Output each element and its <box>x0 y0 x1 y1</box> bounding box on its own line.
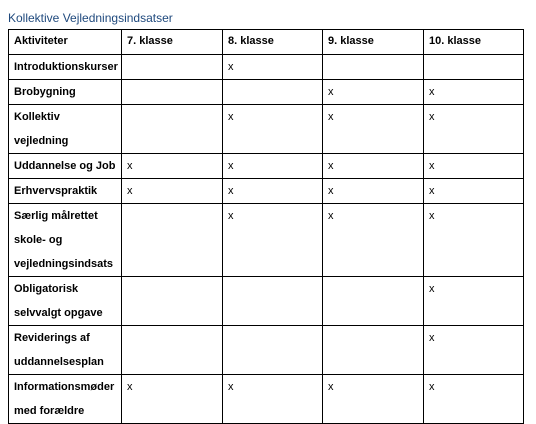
mark-cell <box>223 326 323 375</box>
header-grade-10: 10. klasse <box>424 30 524 55</box>
table-row <box>9 204 524 277</box>
mark-cell: x <box>424 204 524 277</box>
activity-cell: Introduktionskurser <box>9 55 122 80</box>
activity-cell: Uddannelse og Job <box>9 154 122 179</box>
table-row <box>9 80 524 105</box>
table-caption: Kollektive Vejledningsindsatser <box>8 11 173 25</box>
mark-cell: x <box>223 204 323 277</box>
header-grade-8: 8. klasse <box>223 30 323 55</box>
mark-cell <box>122 80 223 105</box>
mark-cell: x <box>223 55 323 80</box>
mark-cell: x <box>323 204 424 277</box>
mark-cell <box>122 326 223 375</box>
mark-cell: x <box>323 105 424 154</box>
header-grade-9: 9. klasse <box>323 30 424 55</box>
activity-cell: Obligatorisk selvvalgt opgave <box>9 277 122 326</box>
mark-cell: x <box>424 179 524 204</box>
mark-cell: x <box>122 179 223 204</box>
mark-cell <box>122 204 223 277</box>
mark-cell <box>323 277 424 326</box>
mark-cell <box>323 326 424 375</box>
mark-cell: x <box>122 154 223 179</box>
mark-cell: x <box>424 154 524 179</box>
mark-cell: x <box>424 277 524 326</box>
mark-cell: x <box>223 179 323 204</box>
table-row <box>9 179 524 204</box>
mark-cell: x <box>223 105 323 154</box>
mark-cell <box>223 80 323 105</box>
mark-cell: x <box>424 375 524 424</box>
activity-cell: Særlig målrettet skole- og vejledningsindsats <box>9 204 122 277</box>
activity-cell: Kollektiv vejledning <box>9 105 122 154</box>
mark-cell <box>122 55 223 80</box>
activities-table <box>8 29 524 424</box>
table-row <box>9 55 524 80</box>
activity-cell: Brobygning <box>9 80 122 105</box>
mark-cell: x <box>323 375 424 424</box>
mark-cell: x <box>323 179 424 204</box>
mark-cell: x <box>424 105 524 154</box>
mark-cell: x <box>424 80 524 105</box>
mark-cell <box>424 55 524 80</box>
mark-cell: x <box>424 326 524 375</box>
activity-cell: Erhvervspraktik <box>9 179 122 204</box>
table-row <box>9 326 524 375</box>
header-grade-7: 7. klasse <box>122 30 223 55</box>
mark-cell: x <box>323 80 424 105</box>
header-activities: Aktiviteter <box>9 30 122 55</box>
mark-cell: x <box>323 154 424 179</box>
mark-cell <box>323 55 424 80</box>
table-row <box>9 277 524 326</box>
activity-cell: Reviderings af uddannelsesplan <box>9 326 122 375</box>
table-row <box>9 154 524 179</box>
mark-cell: x <box>223 154 323 179</box>
header-row <box>9 30 524 55</box>
mark-cell <box>122 105 223 154</box>
table-row <box>9 375 524 424</box>
mark-cell <box>122 277 223 326</box>
mark-cell: x <box>122 375 223 424</box>
activity-cell: Informationsmøder med forældre <box>9 375 122 424</box>
mark-cell: x <box>223 375 323 424</box>
mark-cell <box>223 277 323 326</box>
table-row <box>9 105 524 154</box>
